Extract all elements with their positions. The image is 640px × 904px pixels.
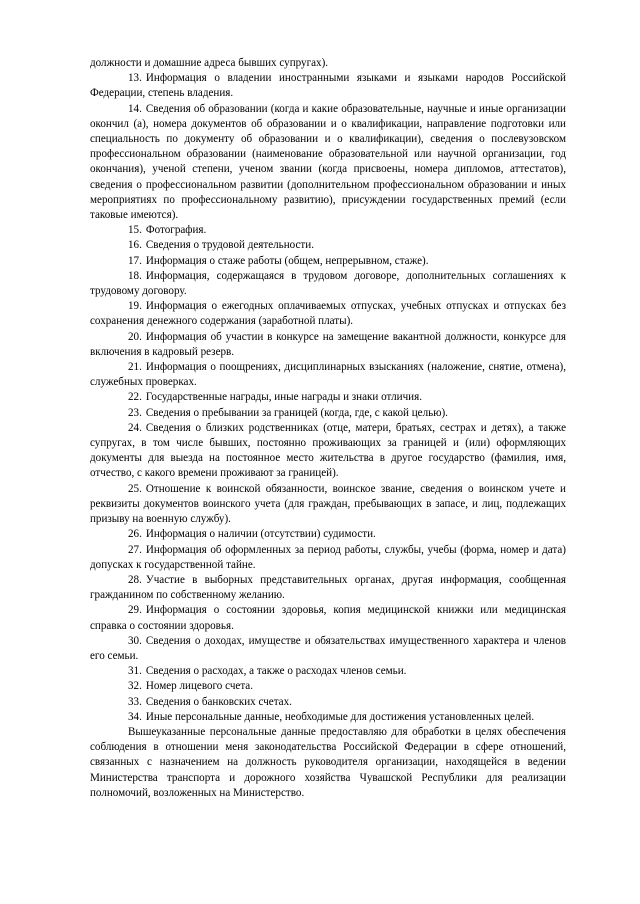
- item-number: 24.: [128, 421, 142, 434]
- item-text: Информация о стаже работы (общем, непрерывном, стаже).: [145, 254, 429, 267]
- item-text: Информация о поощрениях, дисциплинарных взысканиях (наложение, снятие, отмена), служебных проверках.: [90, 361, 566, 389]
- list-item: [90, 360, 566, 390]
- continuation-text: должности и домашние адреса бывших супругах).: [90, 57, 329, 69]
- list-item: [90, 710, 566, 725]
- list-item: [90, 527, 566, 542]
- list-item: [90, 679, 566, 694]
- list-item: [90, 573, 566, 603]
- item-number: 18.: [128, 269, 142, 282]
- list-item: [90, 634, 566, 664]
- item-number: 32.: [128, 680, 142, 693]
- list-item: [90, 223, 566, 238]
- item-number: 27.: [128, 543, 142, 556]
- list-item: [90, 330, 566, 360]
- list-item: [90, 603, 566, 633]
- item-text: Номер лицевого счета.: [145, 680, 254, 693]
- item-text: Сведения об образовании (когда и какие образовательные, научные и иные организации окончил (а), номера документов об образовании и о квалификации, направление подготовки или специальность по документу об образовании и о квалификации), сведения о послевузовском профессиональном образовании (наименование образовательной или научной организации, год окончания), ученой степени, ученом звании (когда присвоены, номера дипломов, аттестатов), сведения о профессиональном развитии (дополнительном профессиональном образовании и иных мероприятиях по профессиональному развитию), присуждении государственных премий (если таковые имеются).: [90, 102, 566, 222]
- list-item: [90, 254, 566, 269]
- item-number: 28.: [128, 573, 142, 586]
- item-text: Участие в выборных представительных органах, другая информация, сообщенная гражданином по собственному желанию.: [90, 573, 566, 602]
- item-text: Сведения о трудовой деятельности.: [145, 239, 314, 252]
- item-text: Фотография.: [145, 224, 207, 237]
- item-text: Отношение к воинской обязанности, воинское звание, сведения о воинском учете и реквизиты документов воинского учета (для граждан, пребывающих в запасе, и лиц, подлежащих призыву на военную службу).: [90, 482, 566, 526]
- item-text: Информация об участии в конкурсе на замещение вакантной должности, конкурсе для включения в кадровый резерв.: [90, 330, 566, 358]
- item-text: Иные персональные данные, необходимые для достижения установленных целей.: [145, 710, 535, 723]
- item-text: Информация, содержащаяся в трудовом договоре, дополнительных соглашениях к трудовому договору.: [90, 269, 566, 298]
- list-item: [90, 299, 566, 329]
- document-page: [90, 56, 566, 801]
- closing-paragraph: Вышеуказанные персональные данные предоставляю для обработки в целях обеспечения соблюдения в отношении меня законодательства Российской Федерации в сфере отношений, связанных с назначением на должность руководителя организации, находящейся в ведении Министерства транспорта и дорожного хозяйства Чувашской Республики для реализации полномочий, возложенных на Министерство.: [90, 725, 566, 799]
- item-text: Информация об оформленных за период работы, службы, учебы (форма, номер и дата) допусках к государственной тайне.: [90, 543, 566, 571]
- list-item: [90, 102, 566, 224]
- list-item: [90, 482, 566, 528]
- list-item: [90, 664, 566, 679]
- item-number: 17.: [128, 254, 142, 267]
- item-text: Информация о состоянии здоровья, копия медицинской книжки или медицинская справка о состоянии здоровья.: [90, 604, 566, 632]
- items-list: [90, 71, 566, 725]
- list-item: [90, 421, 566, 482]
- item-number: 16.: [128, 239, 142, 252]
- item-number: 29.: [128, 604, 142, 617]
- item-number: 20.: [128, 330, 142, 343]
- item-text: Сведения о банковских счетах.: [145, 695, 292, 708]
- list-item: [90, 406, 566, 421]
- list-item: [90, 71, 566, 101]
- item-number: 34.: [128, 710, 142, 723]
- item-number: 15.: [128, 224, 142, 237]
- item-number: 25.: [128, 482, 142, 495]
- item-number: 21.: [128, 361, 142, 374]
- item-number: 31.: [128, 665, 142, 678]
- item-number: 33.: [128, 695, 142, 708]
- list-item: [90, 543, 566, 573]
- list-item: [90, 695, 566, 710]
- item-number: 23.: [128, 406, 142, 419]
- item-number: 13.: [128, 72, 142, 85]
- item-text: Государственные награды, иные награды и знаки отличия.: [145, 391, 422, 404]
- item-text: Информация о владении иностранными языками и языками народов Российской Федерации, степень владения.: [90, 72, 566, 100]
- item-text: Сведения о расходах, а также о расходах членов семьи.: [145, 665, 407, 678]
- item-text: Информация о ежегодных оплачиваемых отпусках, учебных отпусках и отпусках без сохранения денежного содержания (заработной платы).: [90, 300, 566, 328]
- list-item: [90, 390, 566, 405]
- item-number: 19.: [128, 300, 142, 313]
- list-item: [90, 269, 566, 299]
- item-text: Сведения о пребывании за границей (когда, где, с какой целью).: [145, 406, 448, 419]
- item-text: Информация о наличии (отсутствии) судимости.: [145, 528, 376, 541]
- item-number: 14.: [128, 102, 142, 115]
- item-number: 22.: [128, 391, 142, 404]
- list-item: [90, 238, 566, 253]
- item-text: Сведения о доходах, имуществе и обязательствах имущественного характера и членов его семьи.: [90, 634, 566, 662]
- item-text: Сведения о близких родственниках (отце, матери, братьях, сестрах и детях), а также супругах, в том числе бывших, постоянно проживающих за границей и (или) оформляющих документы для выезда на постоянное место жительства в другое государство (фамилия, имя, отчество, с какого времени проживают за границей).: [90, 421, 566, 480]
- item-number: 30.: [128, 634, 142, 647]
- item-number: 26.: [128, 528, 142, 541]
